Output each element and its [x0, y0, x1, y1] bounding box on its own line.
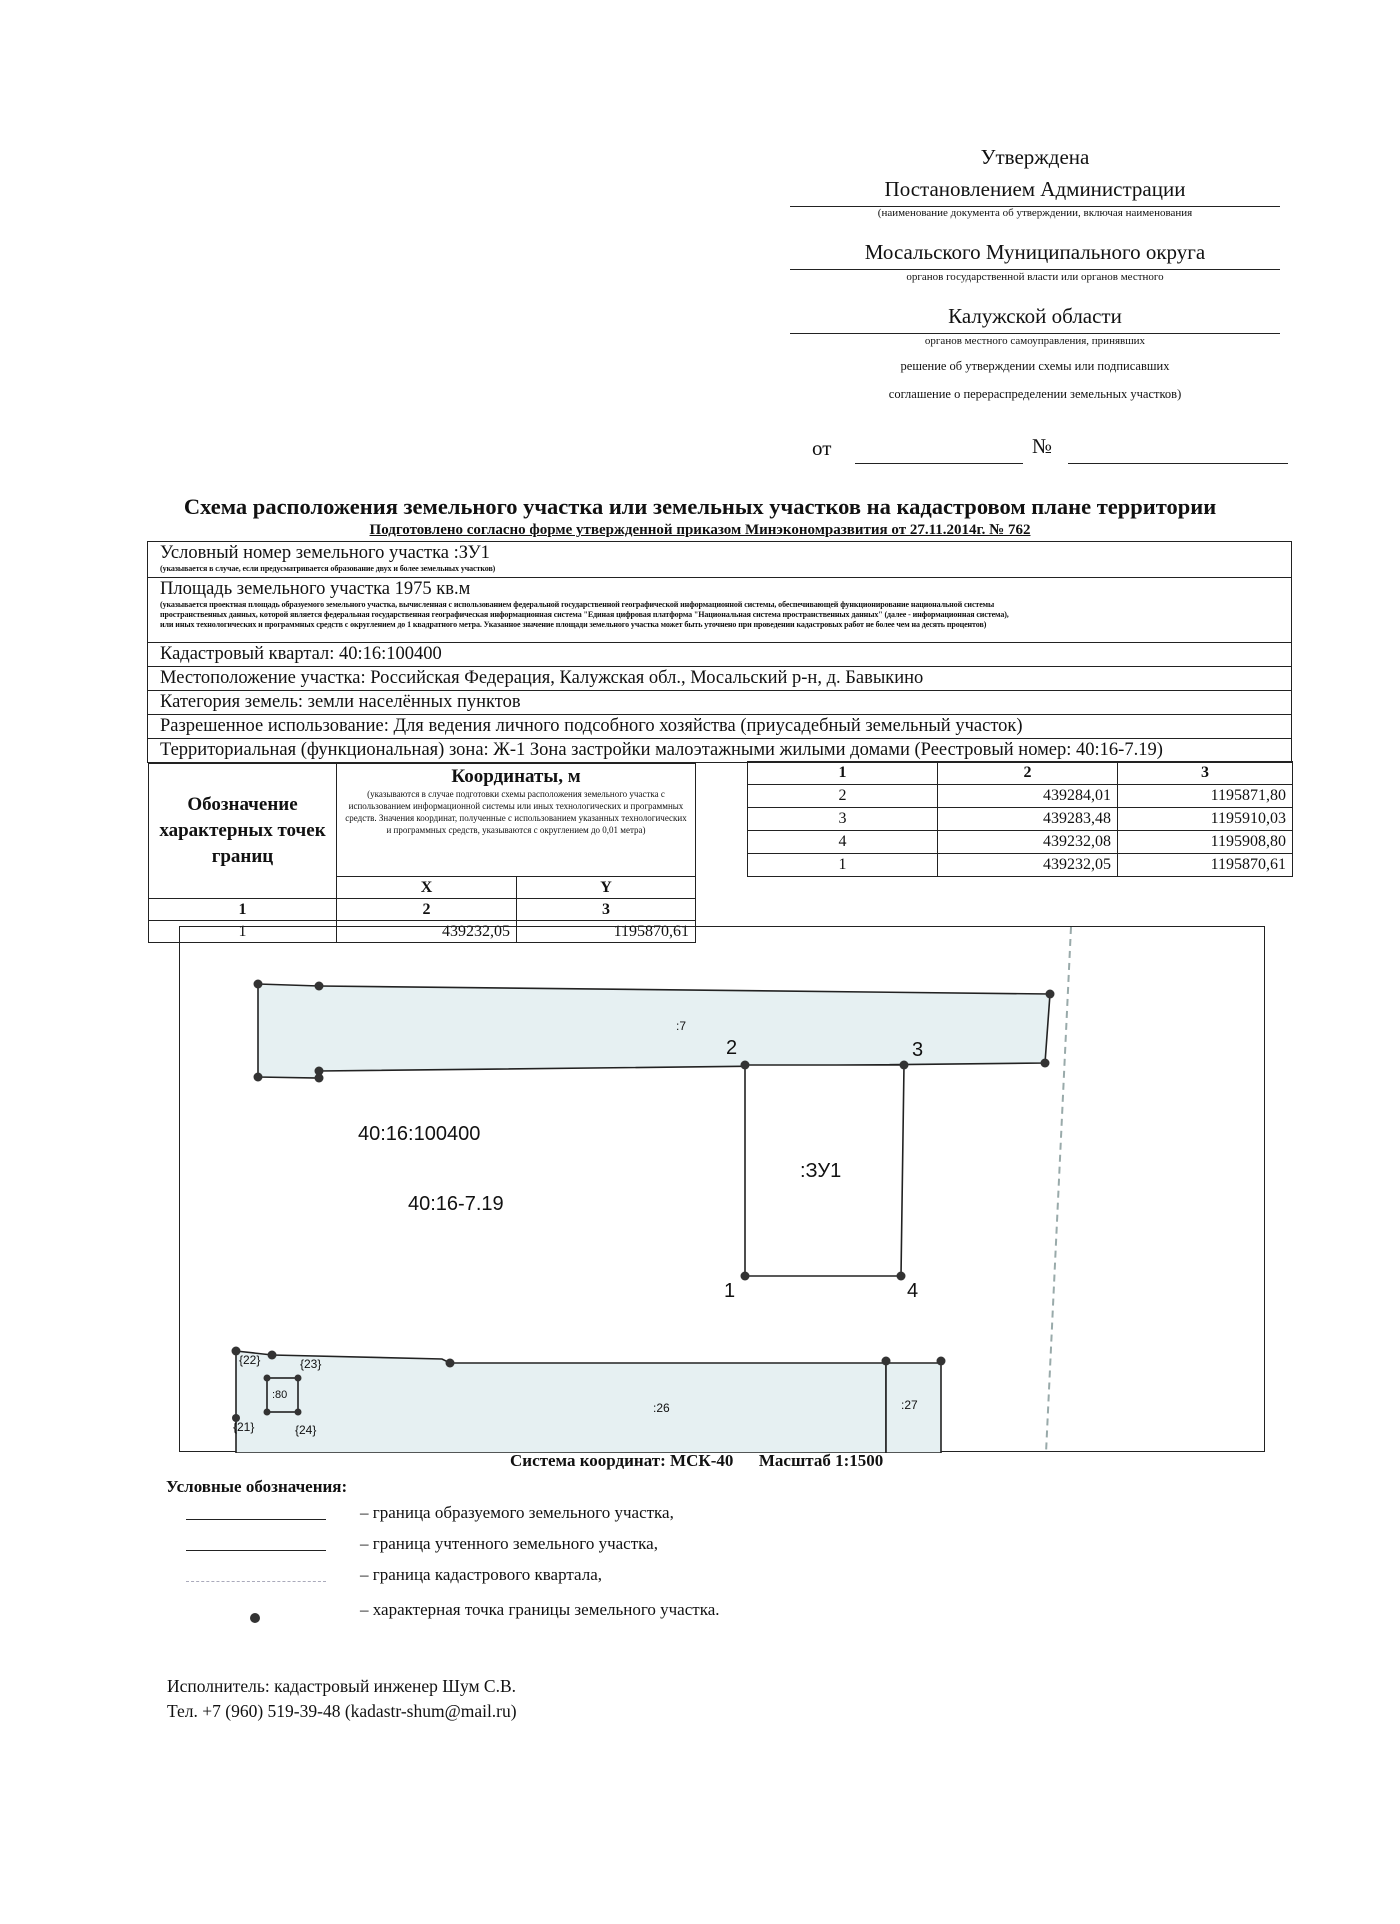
boundary-point [315, 1074, 324, 1083]
coordinates-table-left [148, 763, 696, 943]
boundary-point [897, 1272, 906, 1281]
info-row-use [148, 715, 1291, 739]
number-label: № [1032, 434, 1053, 458]
parcel-7-boundary [258, 984, 1050, 1078]
area-note: (указывается проектная площадь образуемого земельного участка, вычисленная с использованием федеральной государственной географической информационной системы, обеспечивающей функционирование национальной системы [160, 600, 995, 609]
parcel-label: :26 [653, 1401, 670, 1415]
x-value: 439284,01 [938, 785, 1118, 808]
points-header: Обозначение характерных точек границ [149, 764, 337, 899]
y-value: 1195908,80 [1118, 831, 1293, 854]
boundary-point [1041, 1059, 1050, 1068]
approval-note: решение об утверждении схемы или подписавших [900, 359, 1170, 373]
point-label: 4 [907, 1280, 919, 1302]
x-value: 439232,08 [938, 831, 1118, 854]
parcel-label: :80 [272, 1389, 288, 1401]
info-row-zone [148, 739, 1291, 762]
point-id: 1 [149, 921, 337, 943]
coords-header [337, 764, 696, 877]
boundary-point [254, 980, 263, 989]
area-note: пространственных данных, которой является федеральная государственная географическая информационная система "Единая цифровая платформа "Национальная система пространственных данных" (далее - информационная система), [160, 610, 1009, 619]
approved-by: Постановлением Администрации [884, 177, 1186, 201]
legend-text: – граница кадастрового квартала, [360, 1565, 602, 1584]
date-field [855, 463, 1023, 464]
table-row [748, 854, 1293, 877]
boundary-point [937, 1357, 946, 1366]
boundary-point [264, 1375, 271, 1382]
conditional-note: (указывается в случае, если предусматривается образование двух и более земельных участков) [160, 564, 496, 573]
y-header: Y [517, 877, 696, 899]
underline [790, 333, 1280, 334]
parcel-label: :7 [676, 1019, 687, 1033]
table-row [748, 831, 1293, 854]
boundary-point [268, 1351, 277, 1360]
table-row [748, 808, 1293, 831]
point-id: 4 [748, 831, 938, 854]
cadastral-map [179, 926, 1265, 1452]
point-id: 3 [748, 808, 938, 831]
document-subtitle: Подготовлено согласно форме утвержденной приказом Минэкономразвития от 27.11.2014г. № 762 [369, 522, 1031, 538]
parcel-26-boundary [236, 1351, 886, 1453]
cadastral-quarter: Кадастровый квартал: 40:16:100400 [160, 644, 442, 664]
col-num: 2 [938, 762, 1118, 785]
point-label: 1 [724, 1280, 736, 1302]
point-label: 3 [912, 1039, 924, 1061]
date-label: от [812, 436, 832, 460]
coordinate-system-scale: Система координат: МСК-40 Масштаб 1:1500 [510, 1451, 884, 1470]
map-drawing [180, 927, 1266, 1453]
coords-title: Координаты, м [451, 766, 581, 787]
boundary-point [741, 1272, 750, 1281]
legend-text: – характерная точка границы земельного участка. [360, 1600, 720, 1619]
info-row-conditional-number [148, 542, 1291, 578]
boundary-point [295, 1409, 302, 1416]
approval-note: соглашение о перераспределении земельных участков) [888, 387, 1182, 401]
underline [790, 269, 1280, 270]
executor-contact: Тел. +7 (960) 519-39-48 (kadastr-shum@mail.ru) [167, 1701, 517, 1721]
quarter-label: 40:16:100400 [358, 1123, 481, 1145]
approved-label: Утверждена [980, 145, 1090, 169]
legend-symbol-point [250, 1613, 260, 1623]
area-note: или иных технологических и программных средств с округлением до 1 квадратного метра. Указанное значение площади земельного участка может быть уточнено при проведении кадастровых работ не более чем на десять процентов) [160, 620, 987, 629]
point-label: {23} [300, 1357, 322, 1371]
boundary-point [446, 1359, 455, 1368]
point-label: {21} [233, 1420, 255, 1434]
legend-symbol-registered-parcel [186, 1550, 326, 1551]
approving-region: Калужской области [948, 304, 1122, 328]
boundary-point [900, 1061, 909, 1070]
legend-text: – граница образуемого земельного участка, [360, 1503, 674, 1522]
col-num: 1 [748, 762, 938, 785]
zone-label: 40:16-7.19 [408, 1193, 504, 1215]
parcel-label: :27 [901, 1398, 918, 1412]
info-row-location [148, 667, 1291, 691]
legend-symbol-new-parcel [186, 1519, 326, 1520]
boundary-point [295, 1375, 302, 1382]
point-label: 2 [726, 1037, 738, 1059]
x-value: 439232,05 [337, 921, 517, 943]
info-row-category [148, 691, 1291, 715]
boundary-point [882, 1357, 891, 1366]
col-num: 1 [149, 899, 337, 921]
point-label: {24} [295, 1423, 317, 1437]
x-value: 439232,05 [938, 854, 1118, 877]
y-value: 1195910,03 [1118, 808, 1293, 831]
executor: Исполнитель: кадастровый инженер Шум С.В. [167, 1676, 517, 1696]
point-id: 2 [748, 785, 938, 808]
document-title: Схема расположения земельного участка или земельных участков на кадастровом плане территории [183, 494, 1217, 519]
legend-text: – граница учтенного земельного участка, [360, 1534, 658, 1553]
conditional-number: Условный номер земельного участка :ЗУ1 [160, 543, 490, 563]
y-value: 1195870,61 [1118, 854, 1293, 877]
parcel-label: :ЗУ1 [800, 1160, 842, 1182]
boundary-point [264, 1409, 271, 1416]
coords-note: (указываются в случае подготовки схемы расположения земельного участка с использованием информационной системы или иных технологических и программных средств. Значения координат, полученные с использованием указанных технологических и программных средств, указываются с округлением до 0,01 метра) [345, 789, 687, 835]
y-value: 1195871,80 [1118, 785, 1293, 808]
boundary-point [254, 1073, 263, 1082]
territorial-zone: Территориальная (функциональная) зона: Ж-1 Зона застройки малоэтажными жилыми домами (Реестровый номер: 40:16-7.19) [160, 740, 1163, 760]
col-num: 2 [337, 899, 517, 921]
number-field [1068, 463, 1288, 464]
approval-note: (наименование документа об утверждении, включая наименования [877, 207, 1193, 219]
location: Местоположение участка: Российская Федерация, Калужская обл., Мосальский р-н, д. Бавыкино [160, 668, 924, 688]
parcel-info-table [147, 541, 1292, 763]
col-num: 3 [517, 899, 696, 921]
col-num: 3 [1118, 762, 1293, 785]
area: Площадь земельного участка 1975 кв.м [160, 579, 471, 599]
approval-note: органов государственной власти или органов местного [906, 271, 1164, 283]
boundary-point [315, 982, 324, 991]
boundary-point [741, 1061, 750, 1070]
point-id: 1 [748, 854, 938, 877]
point-label: {22} [239, 1353, 261, 1367]
legend-symbol-quarter [186, 1581, 326, 1582]
info-row-quarter [148, 643, 1291, 667]
legend-title: Условные обозначения: [166, 1477, 348, 1496]
approving-org: Мосальского Муниципального округа [864, 240, 1206, 264]
land-category: Категория земель: земли населённых пунктов [160, 692, 521, 712]
approval-note: органов местного самоуправления, принявших [924, 335, 1146, 347]
info-row-area [148, 578, 1291, 643]
y-value: 1195870,61 [517, 921, 696, 943]
coordinates-table-right [747, 761, 1293, 877]
table-row [748, 785, 1293, 808]
x-value: 439283,48 [938, 808, 1118, 831]
permitted-use: Разрешенное использование: Для ведения личного подсобного хозяйства (приусадебный земельный участок) [160, 716, 1023, 736]
boundary-point [1046, 990, 1055, 999]
x-header: X [337, 877, 517, 899]
